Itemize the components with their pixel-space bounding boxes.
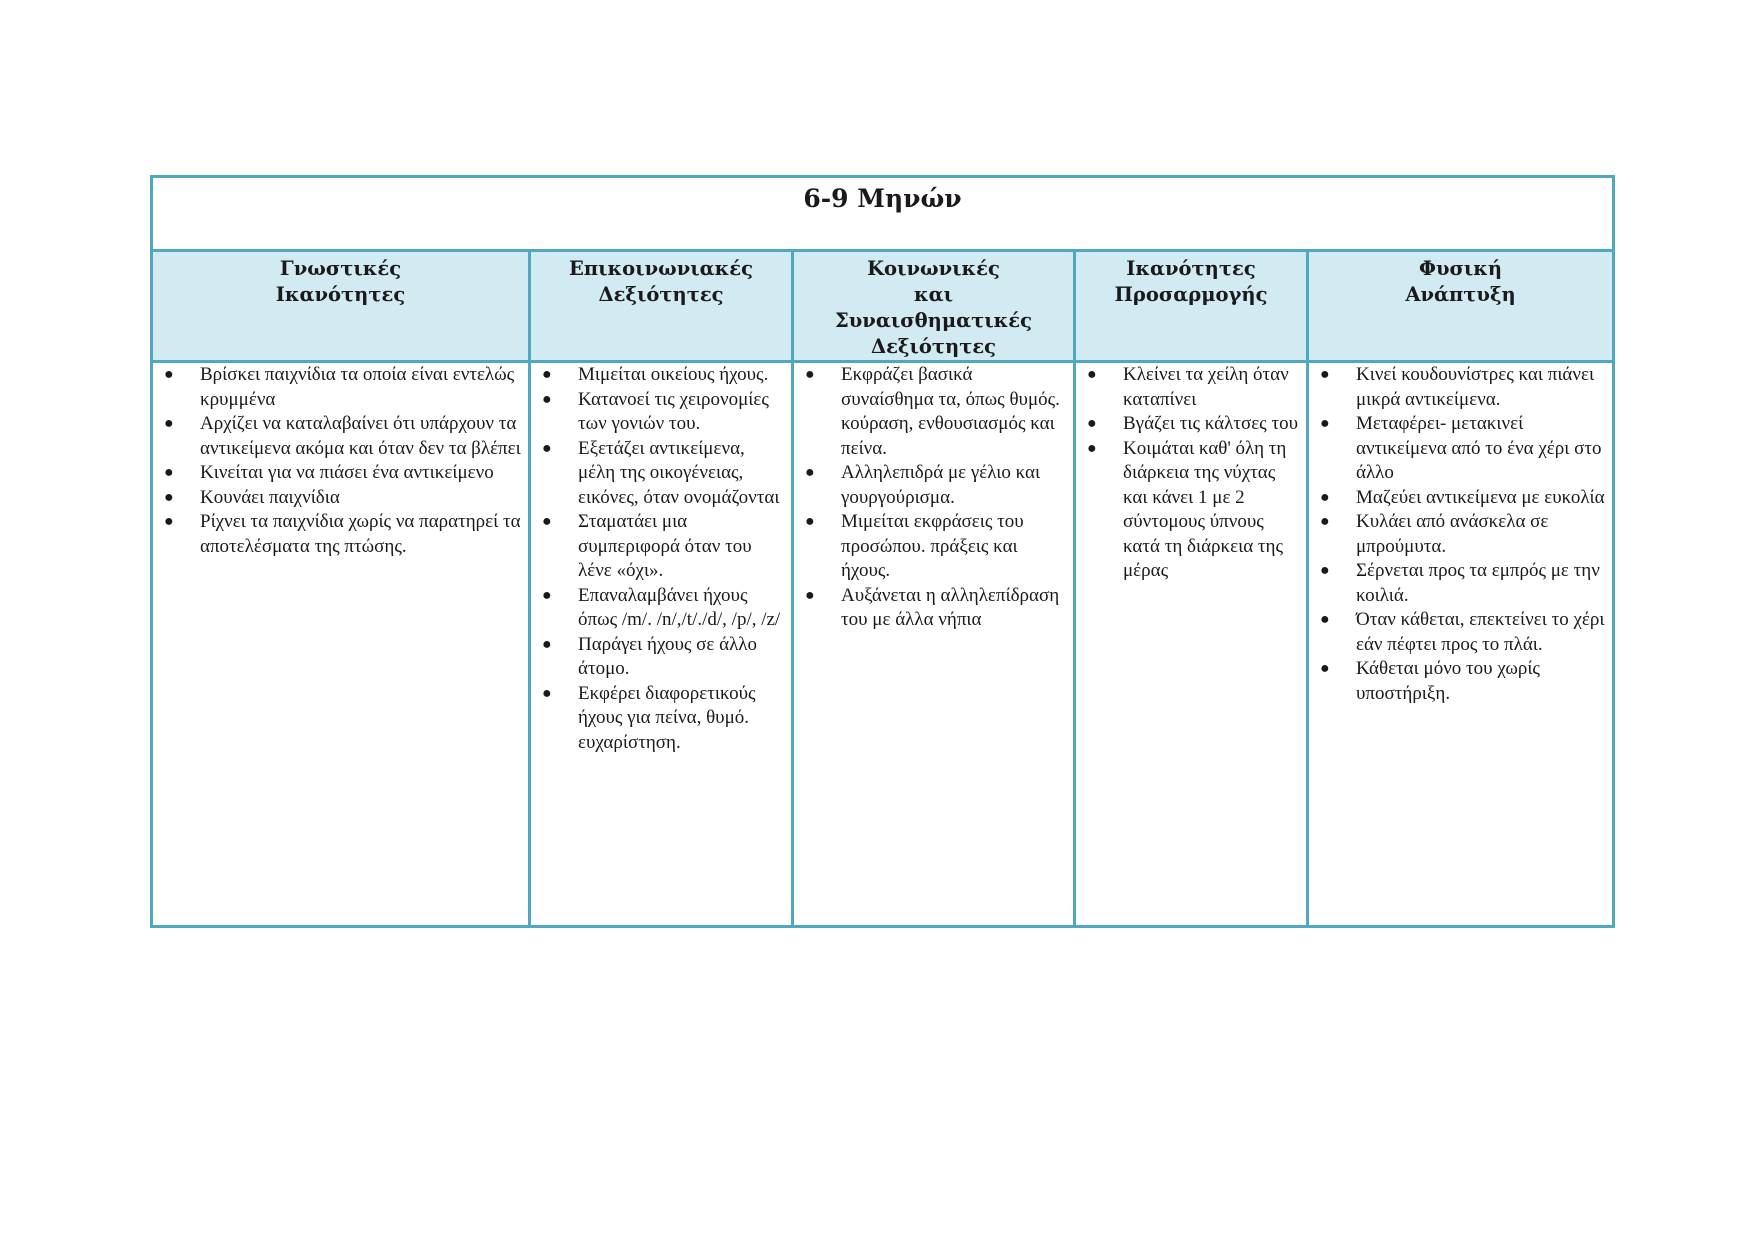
list-item-text: Μιμείται εκφράσεις του προσώπου. πράξεις και ήχους.: [841, 511, 1024, 581]
list-item: [794, 510, 1073, 584]
list-item: [153, 412, 528, 461]
list-item: [153, 363, 528, 412]
list-item-text: Βρίσκει παιχνίδια τα οποία είναι εντελώς κρυμμένα: [200, 364, 515, 410]
list-item-text: Εκφράζει βασικά συναίσθημα τα, όπως θυμός. κούραση, ενθουσιασμός και πείνα.: [841, 364, 1060, 459]
column-header-line: Κοινωνικές: [867, 257, 1000, 280]
list-item: [794, 584, 1073, 633]
title-row: [152, 177, 1614, 251]
column-header-line: Επικοινωνιακές: [568, 257, 754, 280]
bullet-icon: ●: [805, 513, 815, 530]
list-item: [1309, 559, 1612, 608]
bullet-list: [153, 363, 528, 559]
column-header-line: Φυσική: [1418, 257, 1503, 280]
list-item-text: Παράγει ήχους σε άλλο άτομο.: [578, 633, 758, 679]
bullet-icon: ●: [805, 464, 815, 481]
bullet-icon: ●: [1320, 513, 1330, 530]
bullet-icon: ●: [1320, 660, 1330, 677]
bullet-icon: ●: [805, 586, 815, 604]
list-item: [531, 388, 791, 437]
column-header-2: [530, 251, 793, 362]
list-item: [794, 363, 1073, 461]
column-header-line: Ικανότητες: [275, 283, 406, 306]
list-item: [1309, 608, 1612, 657]
list-item: [1076, 412, 1306, 437]
bullet-icon: ●: [542, 439, 552, 457]
list-item-text: Μαζεύει αντικείμενα με ευκολία: [1356, 486, 1605, 508]
column-header-line: Δεξιότητες: [598, 283, 724, 306]
column-header-line: και: [913, 283, 954, 306]
bullet-icon: ●: [1320, 611, 1330, 628]
bullet-icon: ●: [164, 464, 174, 481]
bullet-list: [1309, 363, 1612, 706]
list-item-text: Κάθεται μόνο του χωρίς υποστήριξη.: [1356, 658, 1540, 704]
list-item: [1309, 363, 1612, 412]
bullet-icon: ●: [542, 635, 552, 653]
list-item: [1309, 412, 1612, 486]
list-item: [531, 682, 791, 756]
bullet-icon: ●: [164, 513, 174, 530]
list-item: [1076, 363, 1306, 412]
column-header-5: [1308, 251, 1614, 362]
list-item-text: Κινεί κουδουνίστρες και πιάνει μικρά αντικείμενα.: [1356, 364, 1595, 410]
bullet-icon: ●: [164, 366, 174, 383]
bullet-list: [1076, 363, 1306, 584]
list-item-text: Αλληλεπιδρά με γέλιο και γουργούρισμα.: [841, 462, 1041, 508]
column-body-2: [530, 362, 793, 927]
list-item: [153, 510, 528, 559]
bullet-icon: ●: [542, 586, 552, 604]
bullet-icon: ●: [1087, 366, 1097, 383]
bullet-icon: ●: [1320, 415, 1330, 432]
list-item-text: Μεταφέρει- μετακινεί αντικείμενα από το ένα χέρι στο άλλο: [1356, 413, 1602, 483]
column-header-line: Δεξιότητες: [870, 335, 997, 358]
column-body-5: [1308, 362, 1614, 927]
list-item: [1076, 437, 1306, 584]
list-item: [794, 461, 1073, 510]
list-item-text: Μιμείται οικείους ήχους.: [578, 364, 769, 385]
list-item-text: Επαναλαμβάνει ήχους όπως /m/. /n/,/t/./d/, /p/, /z/: [578, 584, 781, 630]
list-item-text: Αρχίζει να καταλαβαίνει ότι υπάρχουν τα αντικείμενα ακόμα και όταν δεν τα βλέπει: [200, 413, 521, 459]
column-body-4: [1075, 362, 1308, 927]
list-item-text: Αυξάνεται η αλληλεπίδραση του με άλλα νήπια: [841, 584, 1060, 630]
header-row: [152, 251, 1614, 362]
column-header-4: [1075, 251, 1308, 362]
list-item-text: Σέρνεται προς τα εμπρός με την κοιλιά.: [1356, 560, 1600, 606]
list-item-text: Όταν κάθεται, επεκτείνει το χέρι εάν πέφτει προς το πλάι.: [1356, 609, 1605, 655]
list-item-text: Κλείνει τα χείλη όταν καταπίνει: [1123, 364, 1289, 410]
content-row: [152, 362, 1614, 927]
column-body-3: [793, 362, 1075, 927]
column-header-3: [793, 251, 1075, 362]
list-item: [531, 633, 791, 682]
list-item: [1309, 657, 1612, 706]
list-item: [153, 461, 528, 486]
column-header-line: Ικανότητες: [1126, 257, 1256, 280]
bullet-icon: ●: [1320, 488, 1330, 506]
list-item-text: Σταματάει μια συμπεριφορά όταν του λένε «όχι».: [578, 511, 752, 581]
bullet-icon: ●: [1087, 415, 1097, 432]
list-item: [153, 486, 528, 511]
bullet-icon: ●: [542, 684, 552, 702]
column-header-1: [152, 251, 530, 362]
bullet-icon: ●: [542, 513, 552, 530]
list-item: [531, 584, 791, 633]
development-table: [150, 175, 1615, 928]
bullet-icon: ●: [542, 366, 552, 383]
list-item-text: Βγάζει τις κάλτσες του: [1123, 413, 1298, 434]
list-item: [1309, 486, 1612, 511]
bullet-list: [794, 363, 1073, 633]
bullet-icon: ●: [164, 488, 174, 506]
column-header-line: Ανάπτυξη: [1405, 283, 1516, 306]
column-header-line: Γνωστικές: [279, 257, 402, 280]
column-header-line: Συναισθηματικές: [834, 309, 1033, 332]
list-item-text: Κινείται για να πιάσει ένα αντικείμενο: [200, 462, 494, 483]
bullet-icon: ●: [542, 390, 552, 408]
list-item: [531, 510, 791, 584]
column-body-1: [152, 362, 530, 927]
list-item-text: Εξετάζει αντικείμενα, μέλη της οικογένειας, εικόνες, όταν ονομάζονται: [578, 437, 780, 508]
bullet-icon: ●: [805, 366, 815, 383]
list-item: [531, 363, 791, 388]
column-header-line: Προσαρμογής: [1114, 283, 1268, 306]
list-item-text: Εκφέρει διαφορετικούς ήχους για πείνα, θυμό. ευχαρίστηση.: [578, 682, 756, 753]
bullet-icon: ●: [1320, 366, 1330, 383]
bullet-icon: ●: [164, 415, 174, 432]
list-item-text: Κοιμάται καθ' όλη τη διάρκεια της νύχτας και κάνει 1 με 2 σύντομους ύπνους κατά τη διάρκεια της μέρας: [1123, 437, 1287, 581]
list-item-text: Ρίχνει τα παιχνίδια χωρίς να παρατηρεί τα αποτελέσματα της πτώσης.: [200, 511, 521, 557]
table-title: 6-9 Μηνών: [152, 177, 1614, 251]
bullet-icon: ●: [1087, 439, 1097, 457]
list-item: [531, 437, 791, 511]
list-item-text: Κυλάει από ανάσκελα σε μπρούμυτα.: [1356, 511, 1549, 557]
bullet-icon: ●: [1320, 562, 1330, 579]
bullet-list: [531, 363, 791, 755]
list-item: [1309, 510, 1612, 559]
list-item-text: Κατανοεί τις χειρονομίες των γονιών του.: [578, 388, 769, 434]
list-item-text: Κουνάει παιχνίδια: [200, 486, 340, 508]
